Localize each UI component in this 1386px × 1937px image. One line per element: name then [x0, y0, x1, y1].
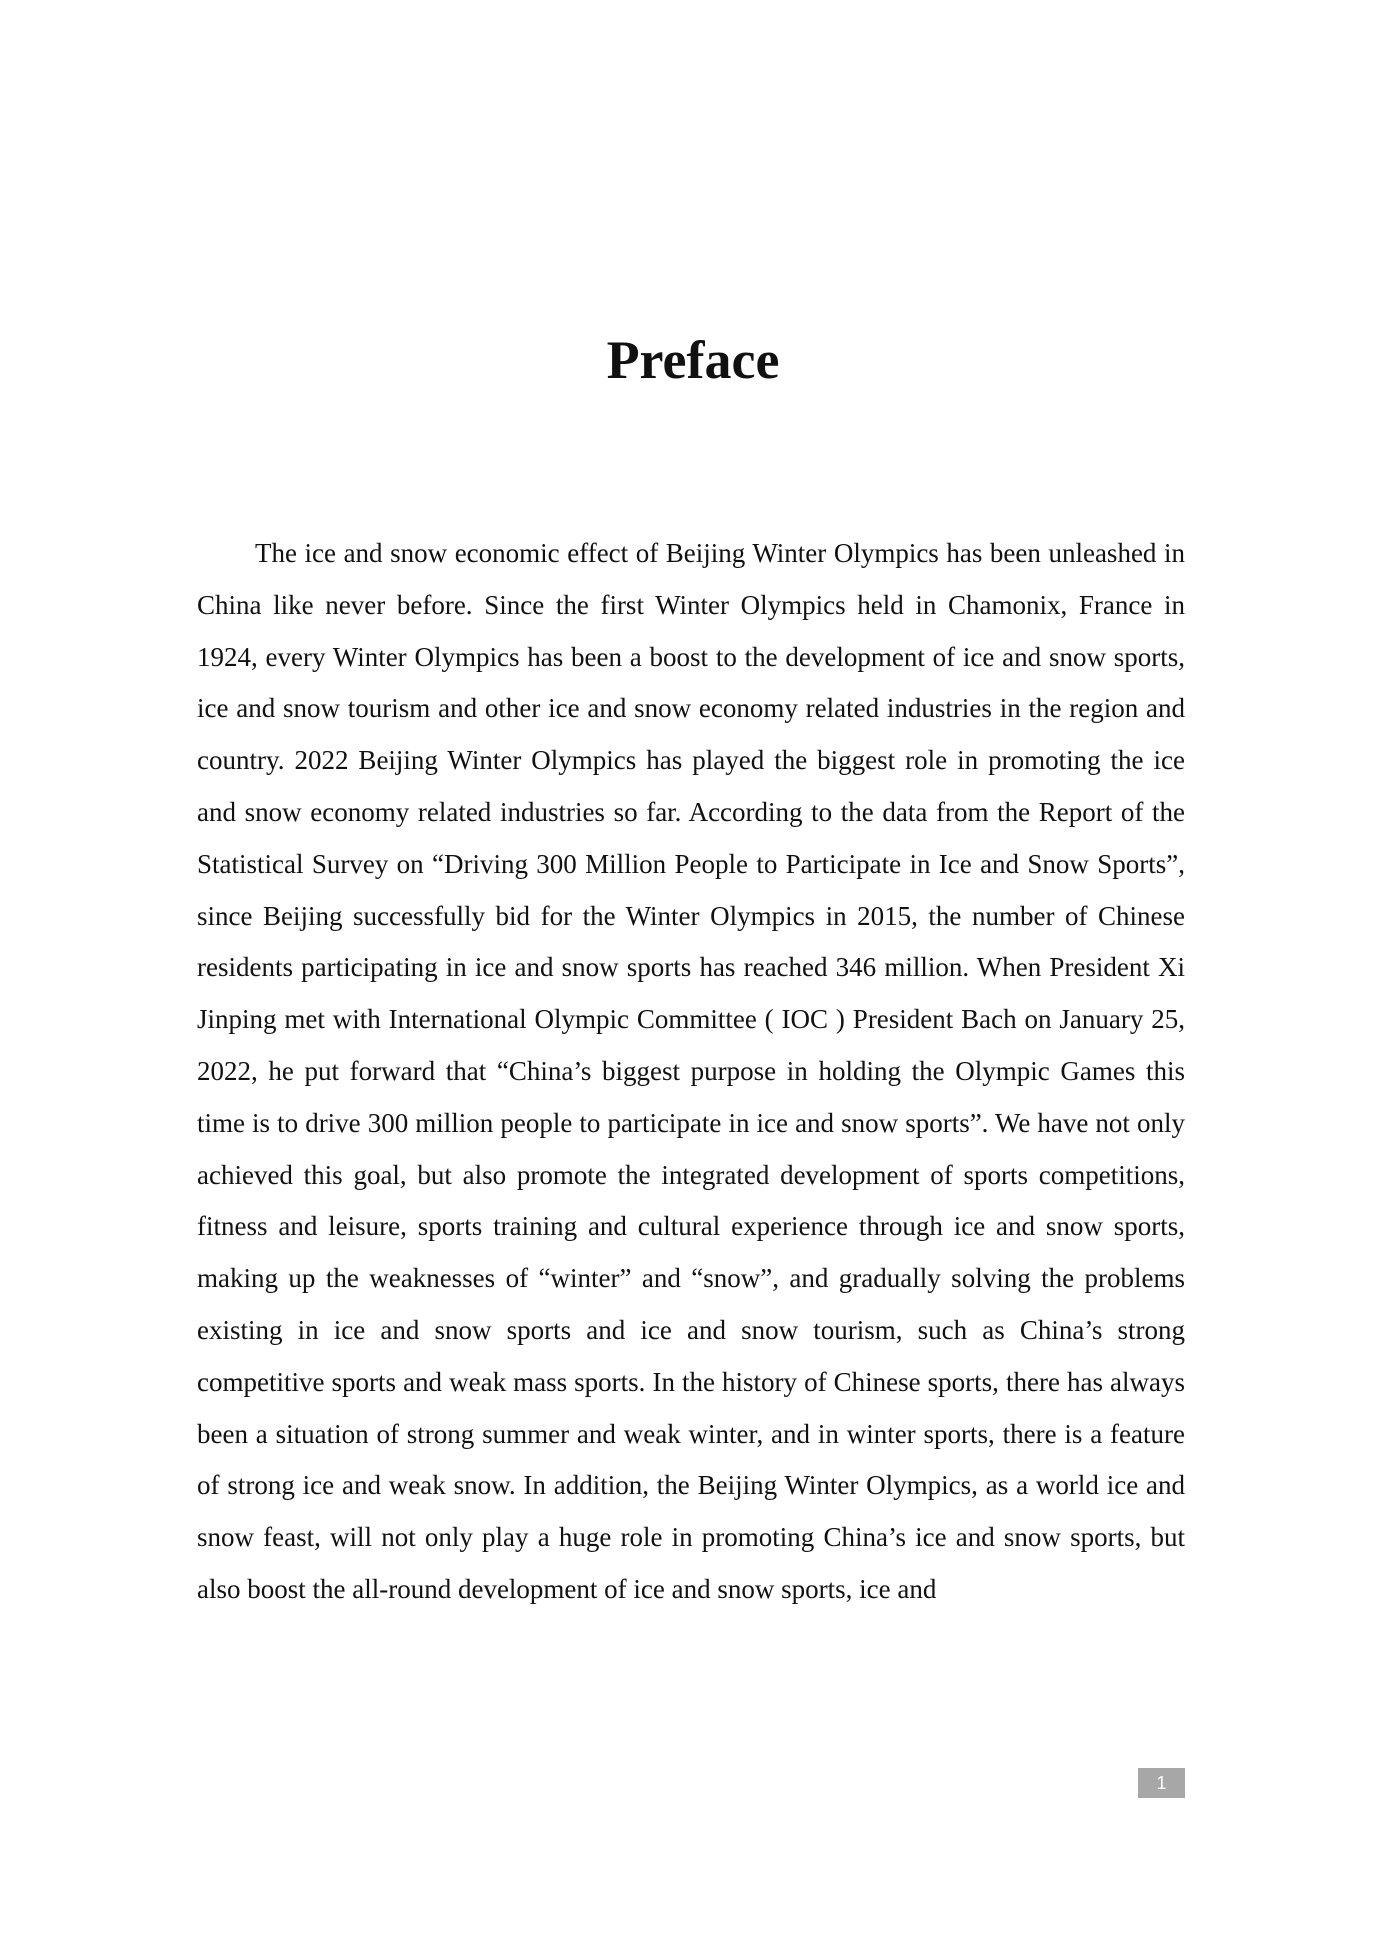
- page-title: [0, 325, 1386, 395]
- page-title-text: Preface: [606, 330, 780, 390]
- page-number-badge: 1: [1138, 1768, 1185, 1798]
- body-paragraph: The ice and snow economic effect of Beijing Winter Olympics has been unleashed in China like never before. Since the first Winter Olympics held in Chamonix, France in 1924, every Winter Olympics has been a boost to the development of ice and snow sports, ice and snow tourism and other ice and snow economy related industries in the region and country. 2022 Beijing Winter Olympics has played the biggest role in promoting the ice and snow economy related industries so far. According to the data from the Report of the Statistical Survey on “Driving 300 Million People to Participate in Ice and Snow Sports”, since Beijing successfully bid for the Winter Olympics in 2015, the number of Chinese residents participating in ice and snow sports has reached 346 million. When President Xi Jinping met with International Olympic Committee ( IOC ) President Bach on January 25, 2022, he put forward that “China’s biggest purpose in holding the Olympic Games this time is to drive 300 million people to participate in ice and snow sports”. We have not only achieved this goal, but also promote the integrated development of sports competitions, fitness and leisure, sports training and cultural experience through ice and snow sports, making up the weaknesses of “winter” and “snow”, and gradually solving the problems existing in ice and snow sports and ice and snow tourism, such as China’s strong competitive sports and weak mass sports. In the history of Chinese sports, there has always been a situation of strong summer and weak winter, and in winter sports, there is a feature of strong ice and weak snow. In addition, the Beijing Winter Olympics, as a world ice and snow feast, will not only play a huge role in promoting China’s ice and snow sports, but also boost the all-round development of ice and snow sports, ice and: [197, 538, 1185, 1604]
